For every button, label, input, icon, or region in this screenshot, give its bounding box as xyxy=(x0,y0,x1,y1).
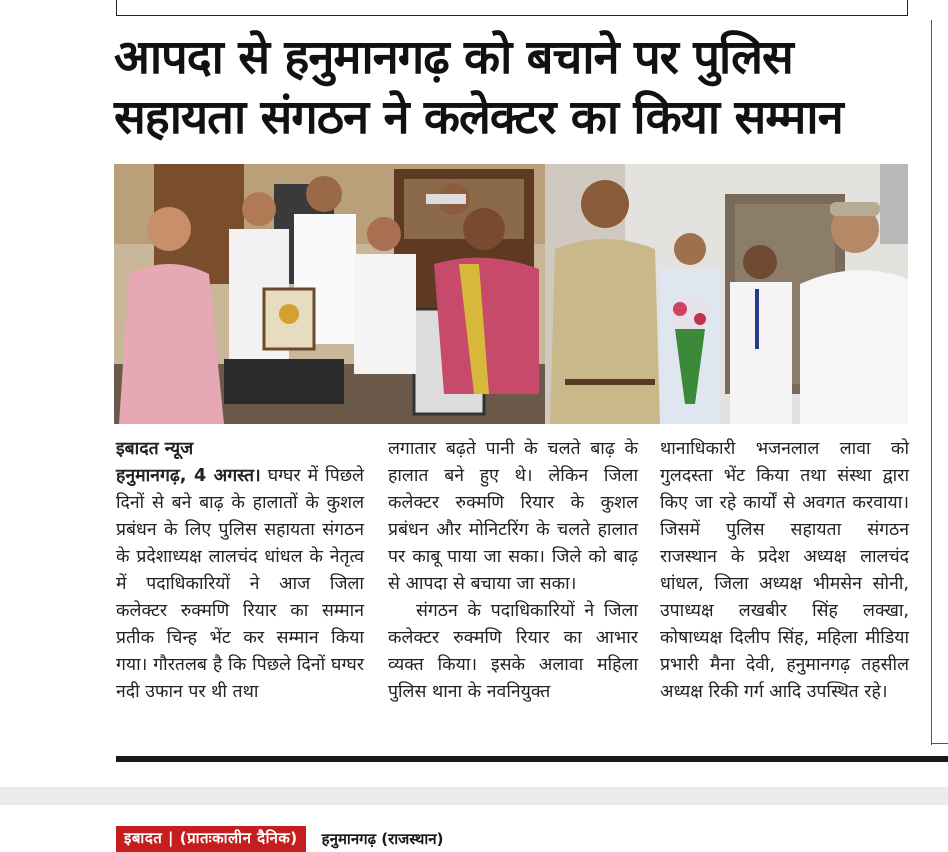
column-1-text: घग्घर में पिछले दिनों से बने बाढ़ के हालातों के कुशल प्रबंधन के लिए पुलिस सहायता संगठन के प्रदेशाध्यक्ष लालचंद धांधल के नेतृत्व में पदाधिकारियों ने आज जिला कलेक्टर रुक्मणि रियार का सम्मान प्रतीक चिन्ह भेंट कर सम्मान किया गया। गौरतलब है कि पिछले दिनों घग्घर नदी उफान पर थी तथा xyxy=(116,466,364,702)
page-gap xyxy=(0,787,948,805)
photo-bouquet-presentation xyxy=(545,164,908,424)
column-3-paragraph: थानाधिकारी भजनलाल लावा को गुलदस्ता भेंट किया तथा संस्था द्वारा किए जा रहे कार्यों से अवगत करवाया। जिसमें पुलिस सहायता संगठन राजस्थान के प्रदेश अध्यक्ष लालचंद धांधल, जिला अध्यक्ष भीमसेन सोनी, उपाध्यक्ष लखबीर सिंह लक्खा, कोषाध्यक्ष दिलीप सिंह, महिला मीडिया प्रभारी मैना देवी, हनुमानगढ़ तहसील अध्यक्ष रिकी गर्ग आदि उपस्थित रहे। xyxy=(660,439,909,702)
publication-place: हनुमानगढ़ (राजस्थान) xyxy=(321,830,444,848)
dateline: हनुमानगढ़, 4 अगस्त। xyxy=(116,466,261,486)
column-2-paragraph-2: संगठन के पदाधिकारियों ने जिला कलेक्टर रुक्मणि रियार का आभार व्यक्त किया। इसके अलावा महिला पुलिस थाना के नवनियुक्त xyxy=(388,601,638,702)
previous-article-box xyxy=(116,0,908,16)
bottom-rule xyxy=(116,756,948,762)
article-column-3 xyxy=(660,436,909,706)
column-2-paragraph-1: लगातार बढ़ते पानी के चलते बाढ़ के हालात बने हुए थे। लेकिन जिला कलेक्टर रुक्मणि रियार के कुशल प्रबंधन और मोनिटरिंग के चलते हालात पर काबू पाया जा सका। जिले को बाढ़ से आपदा से बचाया जा सका। xyxy=(388,439,638,594)
article-column-2 xyxy=(388,436,638,706)
column-divider-cap xyxy=(931,743,948,744)
photo-memento-presentation xyxy=(114,164,545,424)
column-divider-right xyxy=(931,20,932,745)
column-1-paragraph xyxy=(116,463,364,706)
page-footer xyxy=(116,826,443,852)
article-column-1 xyxy=(116,436,364,706)
byline: इबादत न्यूज xyxy=(116,439,194,459)
newspaper-masthead: इबादत | (प्रातःकालीन दैनिक) xyxy=(116,826,306,852)
article-headline: आपदा से हनुमानगढ़ को बचाने पर पुलिस सहायता संगठन ने कलेक्टर का किया सम्मान xyxy=(114,30,843,145)
